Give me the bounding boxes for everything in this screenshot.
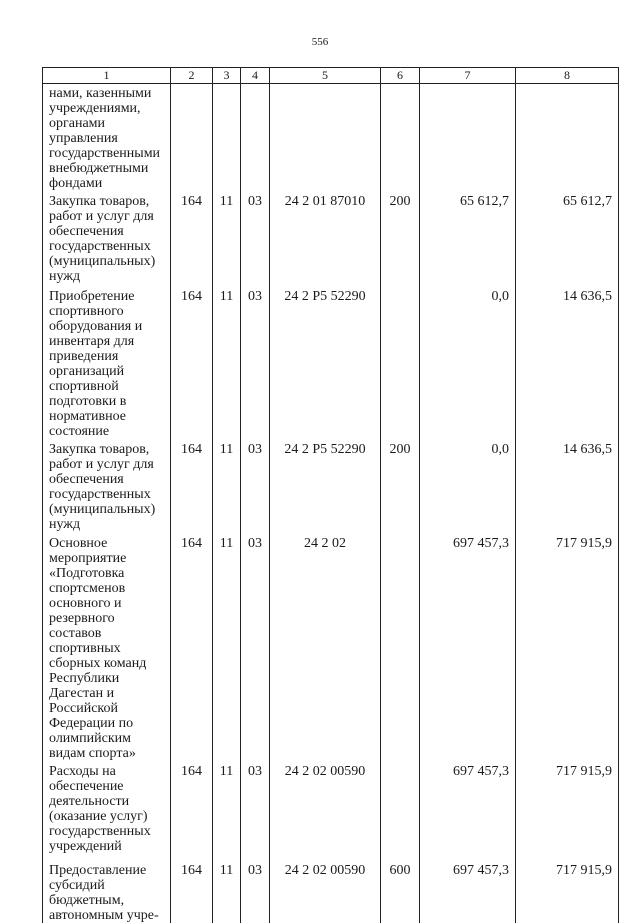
row-section: 11	[213, 860, 241, 923]
row-expense-type: 600	[381, 860, 420, 923]
row-ministry-code: 164	[171, 439, 213, 533]
row-target-article: 24 2 02	[270, 533, 381, 761]
row-expense-type	[381, 286, 420, 439]
row-ministry-code: 164	[171, 860, 213, 923]
row-name: Приобретение спортивного оборудования и инвентаря для приведения организаций спортивной подготовки в нормативное состояние	[43, 286, 171, 439]
row-subsection: 03	[241, 286, 270, 439]
row-section: 11	[213, 191, 241, 286]
column-header-7: 7	[420, 68, 516, 84]
row-section: 11	[213, 439, 241, 533]
table-row	[43, 860, 619, 923]
row-section	[213, 84, 241, 192]
table-row	[43, 533, 619, 761]
row-amount-2: 717 915,9	[516, 860, 619, 923]
row-amount-1: 0,0	[420, 439, 516, 533]
row-name: Основное мероприятие «Подготовка спортсменов основного и резервного составов спортивных сборных команд Республики Дагестан и Российской Федерации по олимпийским видам спорта»	[43, 533, 171, 761]
row-section: 11	[213, 286, 241, 439]
row-amount-2: 14 636,5	[516, 286, 619, 439]
row-ministry-code: 164	[171, 761, 213, 860]
row-expense-type	[381, 761, 420, 860]
row-subsection: 03	[241, 860, 270, 923]
row-ministry-code: 164	[171, 533, 213, 761]
row-subsection: 03	[241, 533, 270, 761]
row-subsection: 03	[241, 439, 270, 533]
header-row	[43, 68, 619, 84]
row-name: Предоставление субсидий бюджетным, автономным учре-	[43, 860, 171, 923]
row-expense-type	[381, 84, 420, 192]
row-target-article: 24 2 P5 52290	[270, 286, 381, 439]
row-expense-type: 200	[381, 439, 420, 533]
row-target-article	[270, 84, 381, 192]
column-header-1: 1	[43, 68, 171, 84]
row-name: Закупка товаров, работ и услуг для обеспечения государственных (муниципальных) нужд	[43, 191, 171, 286]
column-header-3: 3	[213, 68, 241, 84]
column-header-8: 8	[516, 68, 619, 84]
row-target-article: 24 2 01 87010	[270, 191, 381, 286]
page-number: 556	[311, 36, 329, 48]
row-target-article: 24 2 02 00590	[270, 860, 381, 923]
row-amount-1: 697 457,3	[420, 860, 516, 923]
row-ministry-code: 164	[171, 191, 213, 286]
row-section: 11	[213, 761, 241, 860]
table-row	[43, 761, 619, 860]
table-row	[43, 286, 619, 439]
table-row	[43, 439, 619, 533]
row-amount-2	[516, 84, 619, 192]
row-amount-1: 65 612,7	[420, 191, 516, 286]
row-amount-1: 697 457,3	[420, 533, 516, 761]
row-amount-2: 717 915,9	[516, 761, 619, 860]
row-target-article: 24 2 P5 52290	[270, 439, 381, 533]
column-header-2: 2	[171, 68, 213, 84]
row-subsection: 03	[241, 761, 270, 860]
row-subsection	[241, 84, 270, 192]
row-amount-1: 697 457,3	[420, 761, 516, 860]
column-header-4: 4	[241, 68, 270, 84]
budget-table	[42, 67, 619, 923]
row-section: 11	[213, 533, 241, 761]
table-row	[43, 84, 619, 192]
row-expense-type	[381, 533, 420, 761]
row-ministry-code: 164	[171, 286, 213, 439]
row-name: нами, казенными учреждениями, органами управления государственными внебюджетными фондами	[43, 84, 171, 192]
row-amount-1: 0,0	[420, 286, 516, 439]
row-amount-1	[420, 84, 516, 192]
row-subsection: 03	[241, 191, 270, 286]
column-header-5: 5	[270, 68, 381, 84]
row-amount-2: 717 915,9	[516, 533, 619, 761]
row-expense-type: 200	[381, 191, 420, 286]
row-amount-2: 65 612,7	[516, 191, 619, 286]
row-amount-2: 14 636,5	[516, 439, 619, 533]
table-row	[43, 191, 619, 286]
row-name: Расходы на обеспечение деятельности (оказание услуг) государственных учреждений	[43, 761, 171, 860]
column-header-6: 6	[381, 68, 420, 84]
row-ministry-code	[171, 84, 213, 192]
row-target-article: 24 2 02 00590	[270, 761, 381, 860]
row-name: Закупка товаров, работ и услуг для обеспечения государственных (муниципальных) нужд	[43, 439, 171, 533]
